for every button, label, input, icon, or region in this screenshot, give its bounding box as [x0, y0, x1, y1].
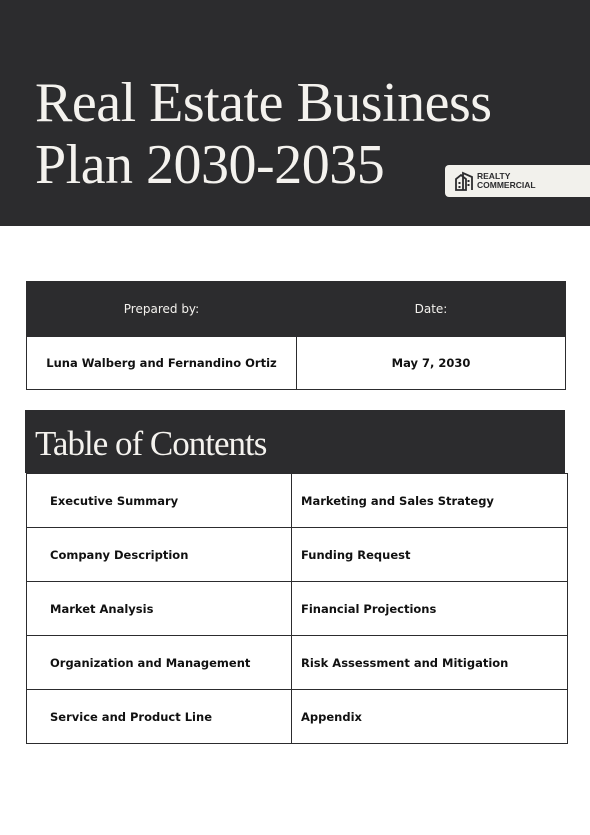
- building-icon: [455, 171, 473, 191]
- toc-item: Executive Summary: [27, 474, 292, 528]
- toc-header: [25, 410, 565, 473]
- toc-item: Appendix: [292, 690, 568, 744]
- toc-item: Service and Product Line: [27, 690, 292, 744]
- company-logo: [445, 165, 590, 197]
- info-header-row: [27, 282, 566, 337]
- info-value-row: [27, 337, 566, 390]
- prepared-info-table: [26, 281, 566, 390]
- logo-line-1: REALTY: [477, 171, 511, 181]
- logo-text: [477, 172, 536, 190]
- date-value: May 7, 2030: [297, 337, 566, 390]
- toc-row: [27, 582, 568, 636]
- toc-item: Risk Assessment and Mitigation: [292, 636, 568, 690]
- logo-line-2: COMMERCIAL: [477, 180, 536, 190]
- header-banner: [0, 0, 590, 226]
- toc-row: [27, 474, 568, 528]
- toc-item: Financial Projections: [292, 582, 568, 636]
- prepared-by-value: Luna Walberg and Fernandino Ortiz: [27, 337, 297, 390]
- toc-title: Table of Contents: [35, 424, 267, 463]
- toc-row: [27, 690, 568, 744]
- toc-item: Marketing and Sales Strategy: [292, 474, 568, 528]
- toc-row: [27, 528, 568, 582]
- date-label: Date:: [297, 282, 566, 337]
- toc-item: Funding Request: [292, 528, 568, 582]
- toc-row: [27, 636, 568, 690]
- toc-table: [26, 473, 568, 744]
- prepared-by-label: Prepared by:: [27, 282, 297, 337]
- toc-item: Organization and Management: [27, 636, 292, 690]
- page-title: Real Estate Business Plan 2030-2035: [35, 72, 492, 196]
- toc-item: Market Analysis: [27, 582, 292, 636]
- toc-item: Company Description: [27, 528, 292, 582]
